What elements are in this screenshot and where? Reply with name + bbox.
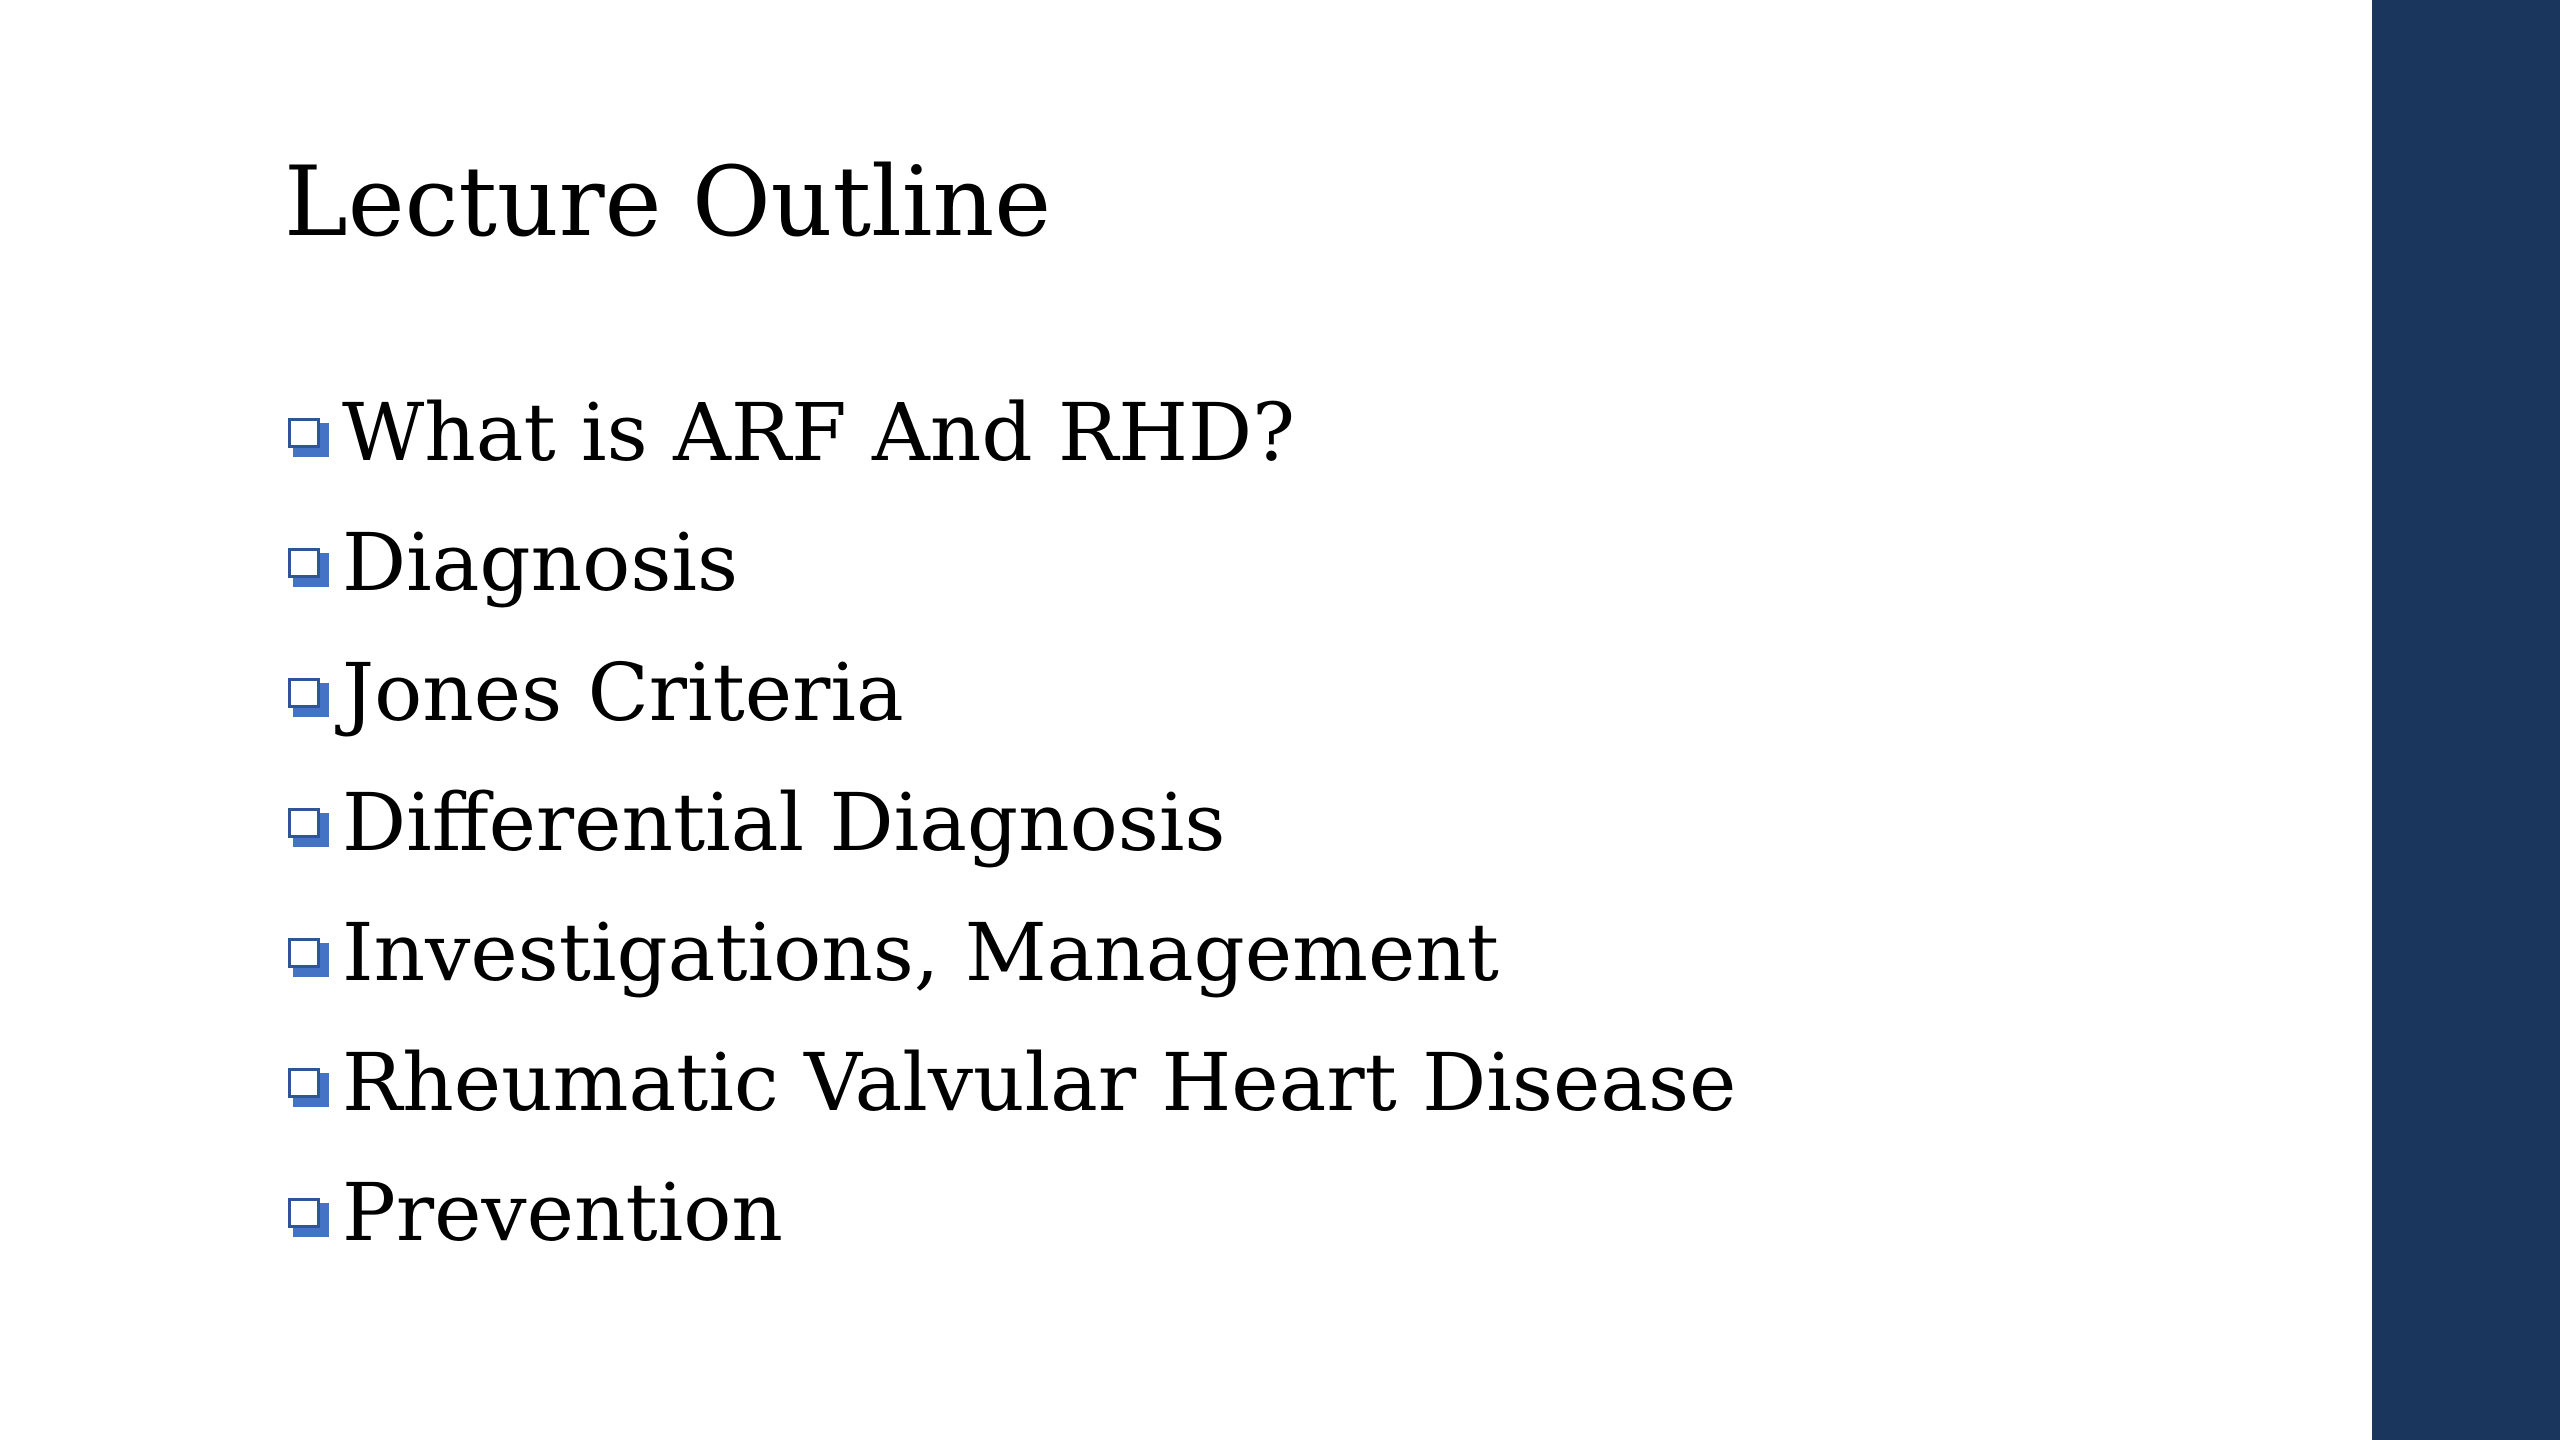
outline-item-label: Differential Diagnosis: [342, 776, 1226, 869]
checkbox-square-icon: [284, 535, 334, 591]
outline-item: [284, 888, 1736, 1018]
slide-title: Lecture Outline: [284, 146, 1052, 258]
outline-list: [284, 368, 1736, 1278]
outline-item-label: Jones Criteria: [342, 646, 904, 739]
checkbox-square-icon: [284, 1055, 334, 1111]
outline-item: [284, 368, 1736, 498]
checkbox-square-icon: [284, 405, 334, 461]
outline-item-label: Diagnosis: [342, 516, 739, 609]
outline-item-label: Prevention: [342, 1166, 783, 1259]
checkbox-square-icon: [284, 795, 334, 851]
outline-item-label: What is ARF And RHD?: [342, 386, 1296, 479]
outline-item: [284, 628, 1736, 758]
checkbox-square-icon: [284, 925, 334, 981]
right-accent-bar: [2372, 0, 2560, 1440]
outline-item-label: Rheumatic Valvular Heart Disease: [342, 1036, 1737, 1129]
outline-item: [284, 758, 1736, 888]
checkbox-square-icon: [284, 665, 334, 721]
outline-item: [284, 498, 1736, 628]
outline-item: [284, 1148, 1736, 1278]
outline-item: [284, 1018, 1736, 1148]
outline-item-label: Investigations, Management: [342, 906, 1499, 999]
checkbox-square-icon: [284, 1185, 334, 1241]
